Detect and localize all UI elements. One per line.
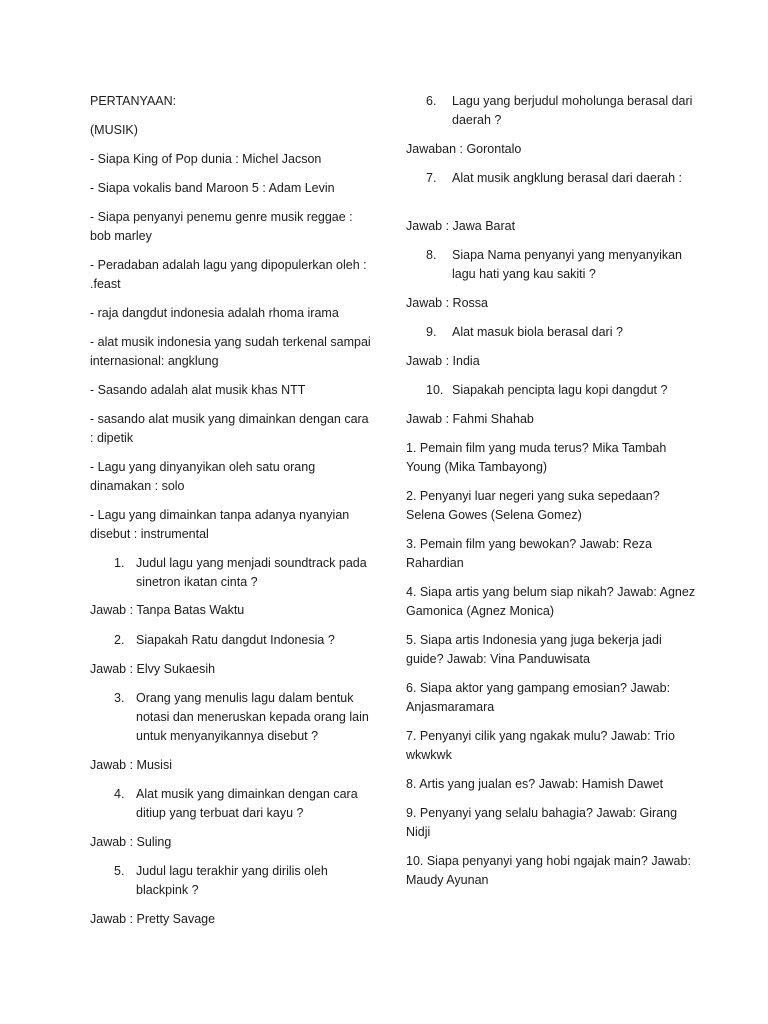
bullet-item: - sasando alat musik yang dimainkan dengan cara : dipetik xyxy=(90,412,369,445)
question-number: 9. xyxy=(426,325,437,339)
answer-text: Jawab : Tanpa Batas Waktu xyxy=(90,603,245,617)
riddle-item: 2. Penyanyi luar negeri yang suka sepedaan? Selena Gowes (Selena Gomez) xyxy=(406,489,660,522)
question-number: 5. xyxy=(114,864,125,878)
bullet-item: - Siapa penyanyi penemu genre musik reggae : bob marley xyxy=(90,210,353,243)
question-text: Orang yang menulis lagu dalam bentuk notasi dan meneruskan kepada orang lain untuk menyanyikannya disebut ? xyxy=(136,691,369,743)
riddle-item: 8. Artis yang jualan es? Jawab: Hamish Dawet xyxy=(406,777,664,791)
question-text: Lagu yang berjudul moholunga berasal dari daerah ? xyxy=(452,94,693,127)
question-number: 2. xyxy=(114,633,125,647)
question-text: Alat musik yang dimainkan dengan cara ditiup yang terbuat dari kayu ? xyxy=(136,787,358,820)
page-heading: PERTANYAAN: xyxy=(90,94,177,108)
question-text: Siapa Nama penyanyi yang menyanyikan lagu hati yang kau sakiti ? xyxy=(452,248,682,281)
answer-text: Jawab : Pretty Savage xyxy=(90,912,216,926)
answer-text: Jawab : Musisi xyxy=(90,758,172,772)
answer-text: Jawab : Suling xyxy=(90,835,172,849)
question-number: 1. xyxy=(114,556,125,570)
bullet-item: - Lagu yang dimainkan tanpa adanya nyanyian disebut : instrumental xyxy=(90,508,350,541)
riddle-item: 5. Siapa artis Indonesia yang juga bekerja jadi guide? Jawab: Vina Panduwisata xyxy=(406,633,662,666)
riddle-item: 4. Siapa artis yang belum siap nikah? Jawab: Agnez Gamonica (Agnez Monica) xyxy=(406,585,696,618)
question-number: 6. xyxy=(426,94,437,108)
riddle-item: 9. Penyanyi yang selalu bahagia? Jawab: Girang Nidji xyxy=(406,806,678,839)
riddle-item: 6. Siapa aktor yang gampang emosian? Jawab: Anjasmaramara xyxy=(406,681,671,714)
answer-text: Jawaban : Gorontalo xyxy=(406,142,522,156)
bullet-item: - Siapa vokalis band Maroon 5 : Adam Levin xyxy=(90,181,335,195)
bullet-item: - raja dangdut indonesia adalah rhoma irama xyxy=(90,306,339,320)
question-number: 3. xyxy=(114,691,125,705)
question-text: Siapakah pencipta lagu kopi dangdut ? xyxy=(452,383,668,397)
question-text: Judul lagu terakhir yang dirilis oleh blackpink ? xyxy=(136,864,328,897)
riddle-item: 3. Pemain film yang bewokan? Jawab: Reza Rahardian xyxy=(406,537,652,570)
bullet-item: - Sasando adalah alat musik khas NTT xyxy=(90,383,306,397)
riddle-item: 7. Penyanyi cilik yang ngakak mulu? Jawab: Trio wkwkwk xyxy=(406,729,675,762)
bullet-item: - Siapa King of Pop dunia : Michel Jacson xyxy=(90,152,322,166)
question-number: 4. xyxy=(114,787,125,801)
answer-text: Jawab : Jawa Barat xyxy=(406,219,516,233)
riddle-item: 1. Pemain film yang muda terus? Mika Tambah Young (Mika Tambayong) xyxy=(406,441,667,474)
question-number: 8. xyxy=(426,248,437,262)
bullet-item: - Lagu yang dinyanyikan oleh satu orang dinamakan : solo xyxy=(90,460,316,493)
answer-text: Jawab : India xyxy=(406,354,480,368)
riddle-item: 10. Siapa penyanyi yang hobi ngajak main? Jawab: Maudy Ayunan xyxy=(406,854,691,887)
question-number: 10. xyxy=(426,383,444,397)
question-text: Alat masuk biola berasal dari ? xyxy=(452,325,623,339)
section-subheading: (MUSIK) xyxy=(90,123,138,137)
answer-text: Jawab : Fahmi Shahab xyxy=(406,412,534,426)
question-text: Judul lagu yang menjadi soundtrack pada sinetron ikatan cinta ? xyxy=(136,556,367,589)
question-number: 7. xyxy=(426,171,437,185)
answer-text: Jawab : Elvy Sukaesih xyxy=(90,662,216,676)
question-text: Alat musik angklung berasal dari daerah : xyxy=(452,171,682,185)
answer-text: Jawab : Rossa xyxy=(406,296,488,310)
question-text: Siapakah Ratu dangdut Indonesia ? xyxy=(136,633,335,647)
bullet-item: - Peradaban adalah lagu yang dipopulerkan oleh : .feast xyxy=(90,258,367,291)
bullet-item: - alat musik indonesia yang sudah terkenal sampai internasional: angklung xyxy=(90,335,371,368)
